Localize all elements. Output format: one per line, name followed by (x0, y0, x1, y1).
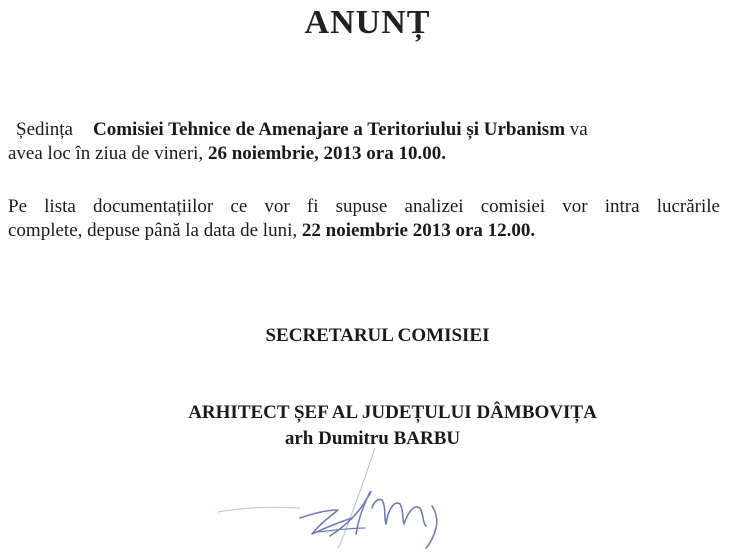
meeting-announcement-paragraph (8, 118, 720, 166)
secretary-title: SECRETARUL COMISIEI (265, 325, 490, 346)
signature-stroke-4 (426, 506, 437, 548)
architect-name: arh Dumitru BARBU (284, 428, 461, 449)
paragraph1-text-c: va (569, 119, 588, 140)
document-title: ANUNȚ (304, 4, 431, 41)
signature-stroke-1 (300, 510, 352, 534)
signature-faint-tail (218, 507, 300, 512)
deadline-date-time: 22 noiembrie 2013 ora 12.00. (301, 220, 536, 241)
signature-stroke-2 (330, 491, 371, 536)
meeting-time: 2013 ora 10.00. (323, 143, 446, 164)
paragraph1-line2 (8, 142, 720, 166)
paragraph1-text-d: avea loc în ziua de vineri, (8, 143, 204, 164)
paragraph2-line2 (8, 219, 720, 243)
commission-name: Comisiei Tehnice de Amenajare a Teritoriului și Urbanism (93, 119, 566, 140)
submission-deadline-paragraph (8, 195, 720, 243)
handwritten-signature (200, 448, 480, 553)
signature-stroke-3 (372, 499, 426, 526)
paragraph2-text-b: complete, depuse până la data de luni, (8, 220, 298, 241)
paragraph2-line1: Pe lista documentațiilor ce vor fi supuse analizei comisiei vor intra lucrările (8, 196, 720, 217)
architect-title: ARHITECT ȘEF AL JUDEȚULUI DÂMBOVIȚA (188, 402, 597, 423)
paragraph1-line1 (8, 118, 720, 142)
meeting-date: 26 noiembrie, (207, 143, 319, 164)
paragraph1-text-a: Ședința (16, 119, 73, 140)
